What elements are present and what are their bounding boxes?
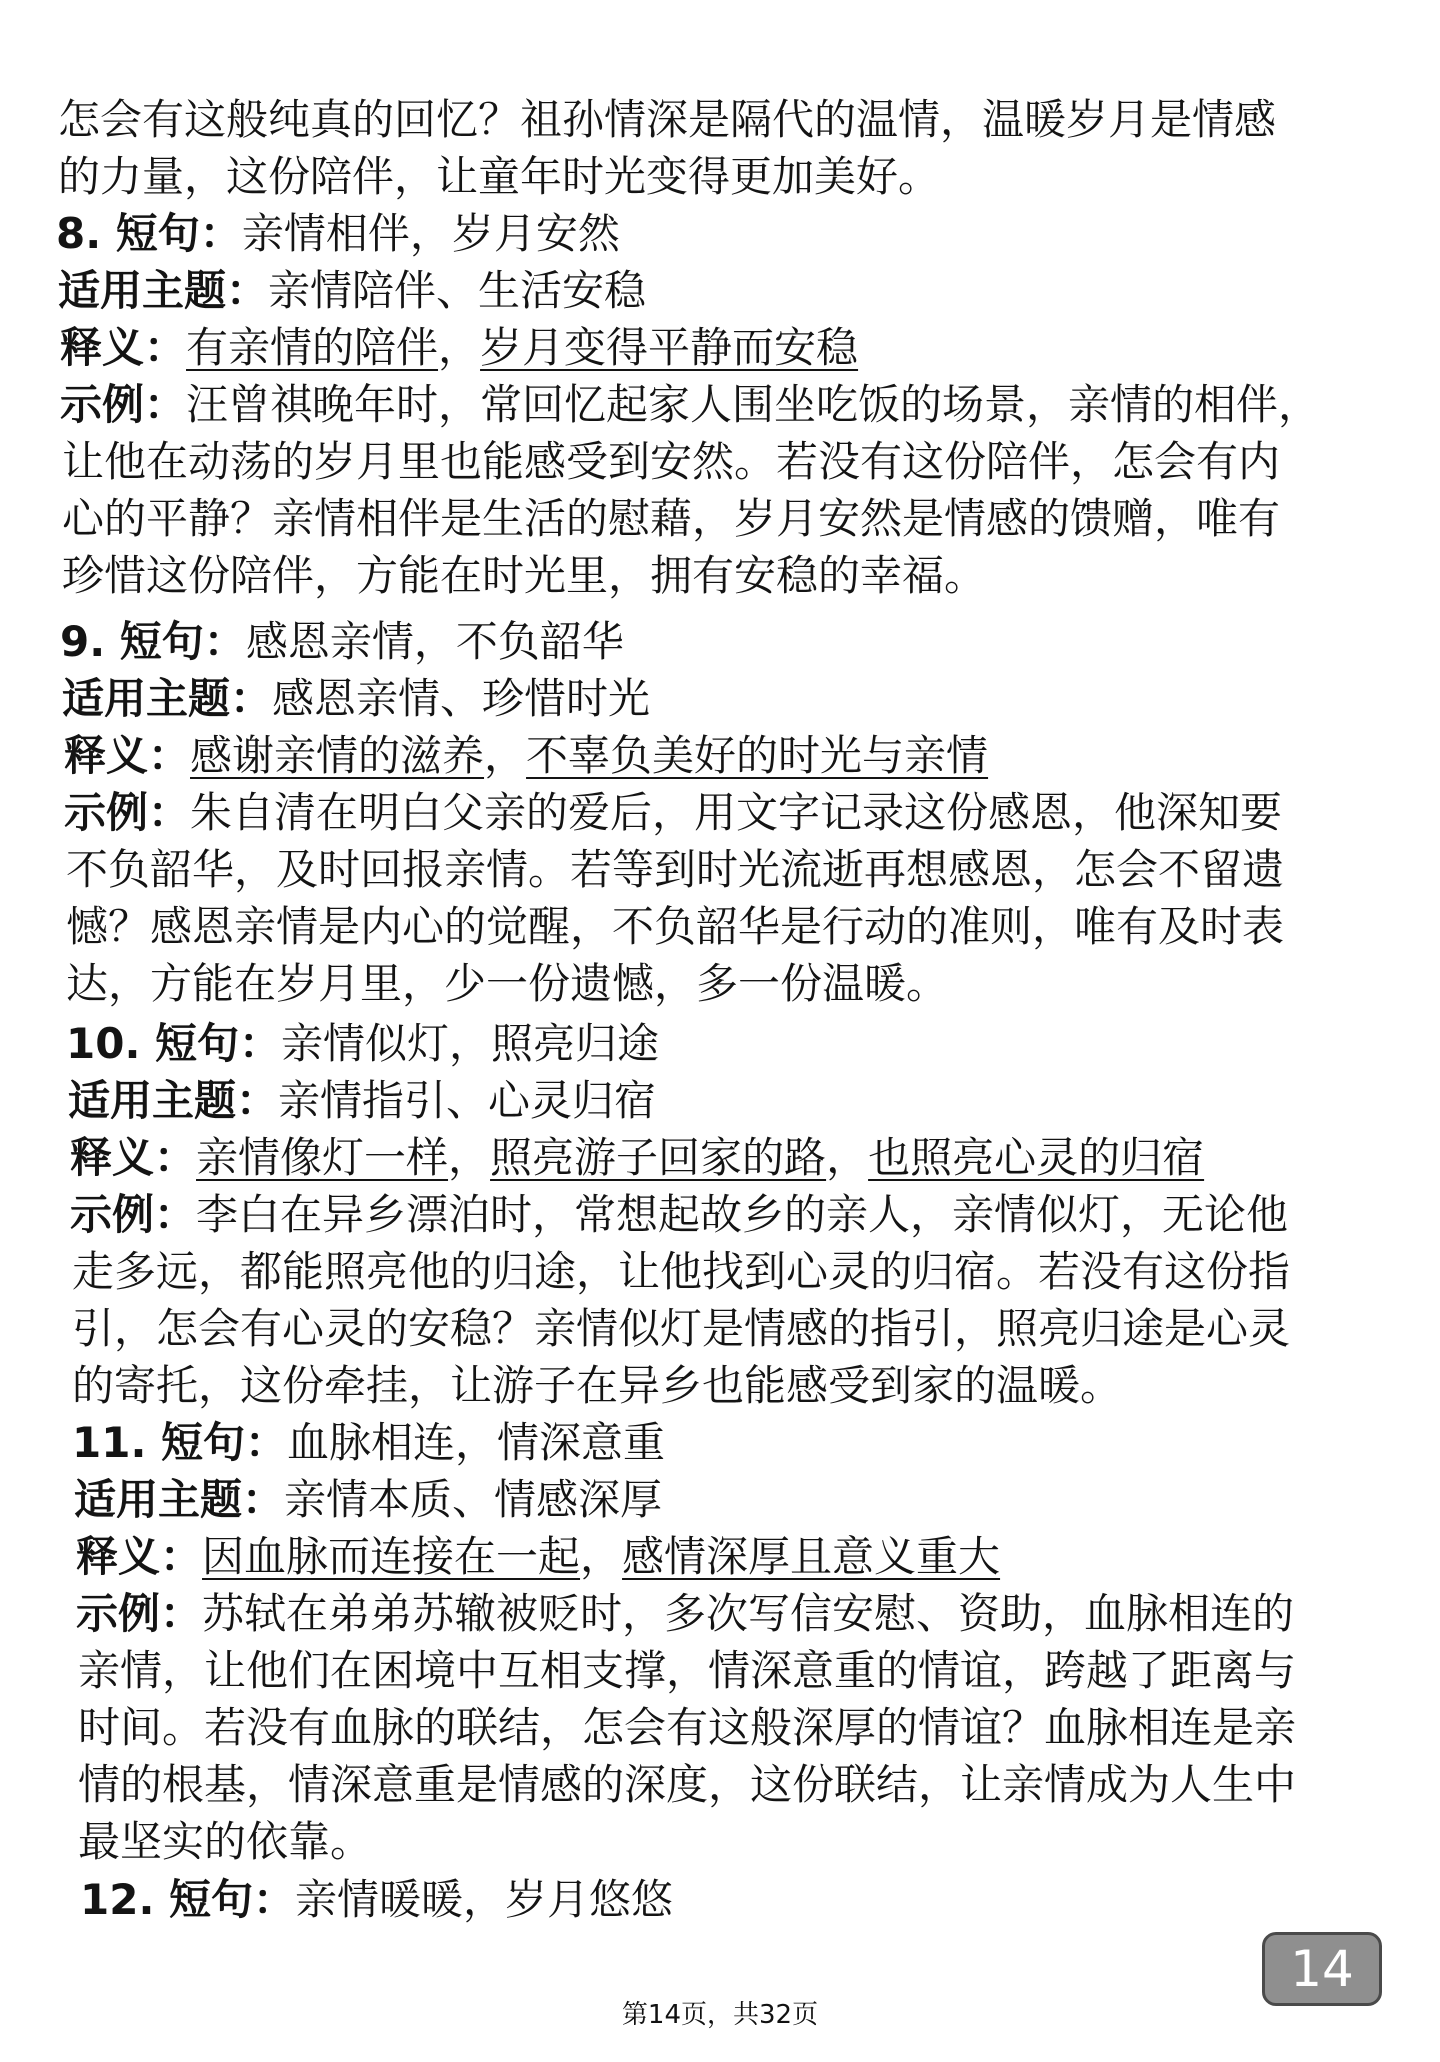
theme-text: 亲情指引、心灵归宿 — [278, 1076, 657, 1125]
entry-heading: 10. 短句： — [66, 1019, 282, 1068]
meaning-row — [64, 728, 988, 784]
meaning-text: 岁月变得平静而安稳 — [480, 323, 859, 372]
entry-heading: 8. 短句： — [56, 209, 242, 258]
entry-heading-row — [66, 1016, 659, 1072]
example-text: 朱自清在明白父亲的爱后，用文字记录这份感恩，他深知要 — [190, 788, 1283, 837]
example-line: 憾？感恩亲情是内心的觉醒，不负韶华是行动的准则，唯有及时表 — [66, 902, 1285, 951]
example-row — [76, 1586, 1294, 1642]
example-line: 情的根基，情深意重是情感的深度，这份联结，让亲情成为人生中 — [78, 1760, 1297, 1809]
example-label: 示例： — [64, 788, 191, 837]
meaning-comma: ， — [484, 731, 527, 780]
page-footer: 第14页，共32页 — [621, 2000, 819, 2030]
entry-heading-row — [60, 614, 624, 670]
meaning-text: 不辜负美好的时光与亲情 — [526, 731, 989, 780]
meaning-label: 释义： — [76, 1532, 203, 1581]
example-row — [64, 785, 1282, 841]
theme-text: 亲情本质、情感深厚 — [284, 1475, 663, 1524]
entry-heading-row — [80, 1872, 673, 1928]
entry-phrase: 感恩亲情，不负韶华 — [245, 617, 624, 666]
meaning-label: 释义： — [70, 1133, 197, 1182]
meaning-comma: ， — [448, 1133, 491, 1182]
meaning-row — [70, 1130, 1204, 1186]
theme-label: 适用主题： — [62, 674, 273, 723]
entry-phrase: 亲情似灯，照亮归途 — [281, 1019, 660, 1068]
entry-heading-row — [72, 1415, 665, 1471]
meaning-text: 照亮游子回家的路 — [490, 1133, 827, 1182]
page-number-badge: 14 — [1262, 1932, 1382, 2006]
example-text: 苏轼在弟弟苏辙被贬时，多次写信安慰、资助，血脉相连的 — [202, 1589, 1295, 1638]
entry-phrase: 血脉相连，情深意重 — [287, 1418, 666, 1467]
example-line: 珍惜这份陪伴，方能在时光里，拥有安稳的幸福。 — [62, 551, 987, 600]
meaning-label: 释义： — [60, 323, 187, 372]
entry-heading: 12. 短句： — [80, 1875, 296, 1924]
meaning-label: 释义： — [64, 731, 191, 780]
entry-heading-row — [56, 206, 620, 262]
meaning-comma: ， — [438, 323, 481, 372]
meaning-text: 有亲情的陪伴 — [186, 323, 439, 372]
theme-label: 适用主题： — [68, 1076, 279, 1125]
entry-heading: 11. 短句： — [72, 1418, 288, 1467]
meaning-comma: ， — [580, 1532, 623, 1581]
entry-phrase: 亲情暖暖，岁月悠悠 — [295, 1875, 674, 1924]
example-row — [60, 377, 1320, 433]
example-line: 引，怎会有心灵的安稳？亲情似灯是情感的指引，照亮归途是心灵 — [72, 1304, 1291, 1353]
example-line: 让他在动荡的岁月里也能感受到安然。若没有这份陪伴，怎会有内 — [62, 437, 1281, 486]
meaning-row — [60, 320, 858, 376]
example-row — [70, 1187, 1288, 1243]
example-line: 最坚实的依靠。 — [78, 1817, 373, 1866]
theme-row — [62, 671, 650, 727]
meaning-comma: ， — [826, 1133, 869, 1182]
theme-label: 适用主题： — [58, 266, 269, 315]
example-text: 汪曾祺晚年时，常回忆起家人围坐吃饭的场景，亲情的相伴， — [186, 380, 1321, 429]
entry-heading: 9. 短句： — [60, 617, 246, 666]
example-label: 示例： — [60, 380, 187, 429]
theme-row — [74, 1472, 662, 1528]
example-line: 走多远，都能照亮他的归途，让他找到心灵的归宿。若没有这份指 — [72, 1247, 1291, 1296]
meaning-text: 因血脉而连接在一起 — [202, 1532, 581, 1581]
theme-row — [68, 1073, 656, 1129]
example-line: 时间。若没有血脉的联结，怎会有这般深厚的情谊？血脉相连是亲 — [78, 1703, 1297, 1752]
intro-line: 的力量，这份陪伴，让童年时光变得更加美好。 — [58, 152, 941, 201]
example-line: 的寄托，这份牵挂，让游子在异乡也能感受到家的温暖。 — [72, 1361, 1123, 1410]
example-text: 李白在异乡漂泊时，常想起故乡的亲人，亲情似灯，无论他 — [196, 1190, 1289, 1239]
meaning-text: 亲情像灯一样 — [196, 1133, 449, 1182]
meaning-text: 感情深厚且意义重大 — [622, 1532, 1001, 1581]
theme-row — [58, 263, 646, 319]
example-line: 心的平静？亲情相伴是生活的慰藉，岁月安然是情感的馈赠，唯有 — [62, 494, 1281, 543]
example-line: 不负韶华，及时回报亲情。若等到时光流逝再想感恩，怎会不留遗 — [66, 845, 1285, 894]
meaning-text: 感谢亲情的滋养 — [190, 731, 485, 780]
theme-label: 适用主题： — [74, 1475, 285, 1524]
theme-text: 亲情陪伴、生活安稳 — [268, 266, 647, 315]
meaning-row — [76, 1529, 1000, 1585]
meaning-text: 也照亮心灵的归宿 — [868, 1133, 1205, 1182]
intro-line: 怎会有这般纯真的回忆？祖孙情深是隔代的温情，温暖岁月是情感 — [58, 95, 1277, 144]
entry-phrase: 亲情相伴，岁月安然 — [241, 209, 620, 258]
example-label: 示例： — [76, 1589, 203, 1638]
example-label: 示例： — [70, 1190, 197, 1239]
example-line: 达，方能在岁月里，少一份遗憾，多一份温暖。 — [66, 959, 949, 1008]
theme-text: 感恩亲情、珍惜时光 — [272, 674, 651, 723]
example-line: 亲情，让他们在困境中互相支撑，情深意重的情谊，跨越了距离与 — [78, 1646, 1297, 1695]
